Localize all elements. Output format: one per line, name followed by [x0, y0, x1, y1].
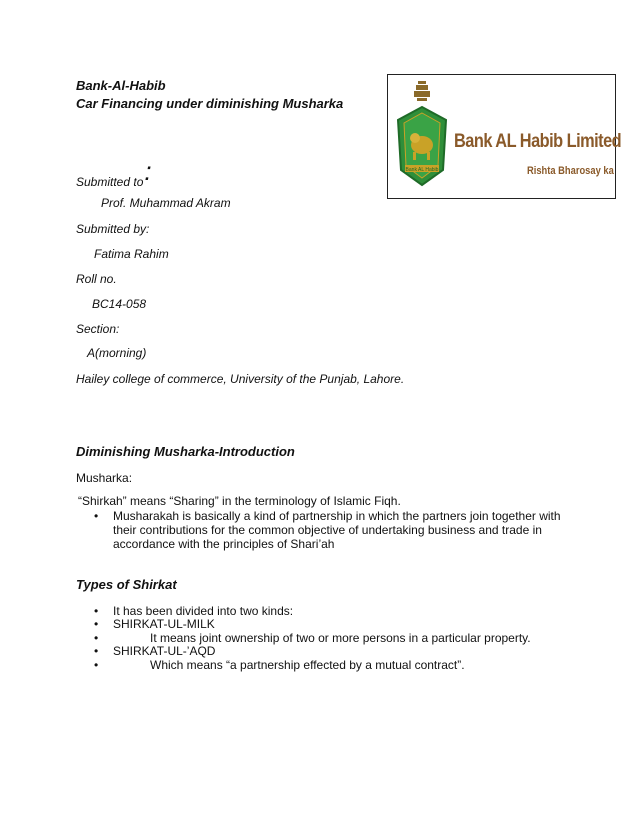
types-item: It means joint ownership of two or more persons in a particular property.	[150, 631, 531, 645]
student-name: Fatima Rahim	[94, 247, 169, 261]
bank-tagline: Rishta Bharosay ka	[527, 165, 614, 177]
document-title: Bank-Al-Habib	[76, 78, 166, 93]
bank-logo	[387, 74, 622, 199]
types-bullet: •	[94, 631, 99, 645]
professor-name: Prof. Muhammad Akram	[101, 196, 231, 210]
musharka-label: Musharka:	[76, 471, 133, 485]
intro-bullet-line: Musharakah is basically a kind of partnership in which the partners join together with	[113, 509, 561, 523]
document-subtitle: Car Financing under diminishing Musharka	[76, 96, 344, 111]
lion-emblem-icon	[388, 75, 456, 198]
roll-value: BC14-058	[92, 297, 147, 311]
submitted-by-label: Submitted by:	[76, 222, 150, 236]
types-heading: Types of Shirkat	[76, 577, 177, 592]
section-label: Section:	[76, 322, 120, 336]
shirkah-definition: “Shirkah” means “Sharing” in the terminology of Islamic Fiqh.	[78, 494, 401, 508]
submitted-to-label: Submitted to:	[76, 156, 152, 189]
types-bullet: •	[94, 604, 99, 618]
section-value: A(morning)	[87, 346, 147, 360]
types-bullet: •	[94, 617, 99, 631]
types-item: Which means “a partnership effected by a mutual contract”.	[150, 658, 465, 672]
intro-heading: Diminishing Musharka-Introduction	[76, 444, 295, 459]
bank-name-logo-text: Bank AL Habib Limited	[454, 131, 622, 152]
types-item: It has been divided into two kinds:	[113, 604, 294, 618]
intro-bullet: •	[94, 509, 99, 523]
svg-text:Bank AL Habib: Bank AL Habib	[405, 167, 439, 173]
roll-label: Roll no.	[76, 272, 117, 286]
intro-bullet-line: accordance with the principles of Shari’ah	[113, 537, 335, 551]
institution-line: Hailey college of commerce, University of the Punjab, Lahore.	[76, 372, 405, 386]
types-bullet: •	[94, 644, 99, 658]
types-item: SHIRKAT-UL-MILK	[113, 617, 215, 631]
types-item: SHIRKAT-UL-’AQD	[113, 644, 216, 658]
types-bullet: •	[94, 658, 99, 672]
intro-bullet-line: their contributions for the common objective of undertaking business and trade in	[113, 523, 542, 537]
